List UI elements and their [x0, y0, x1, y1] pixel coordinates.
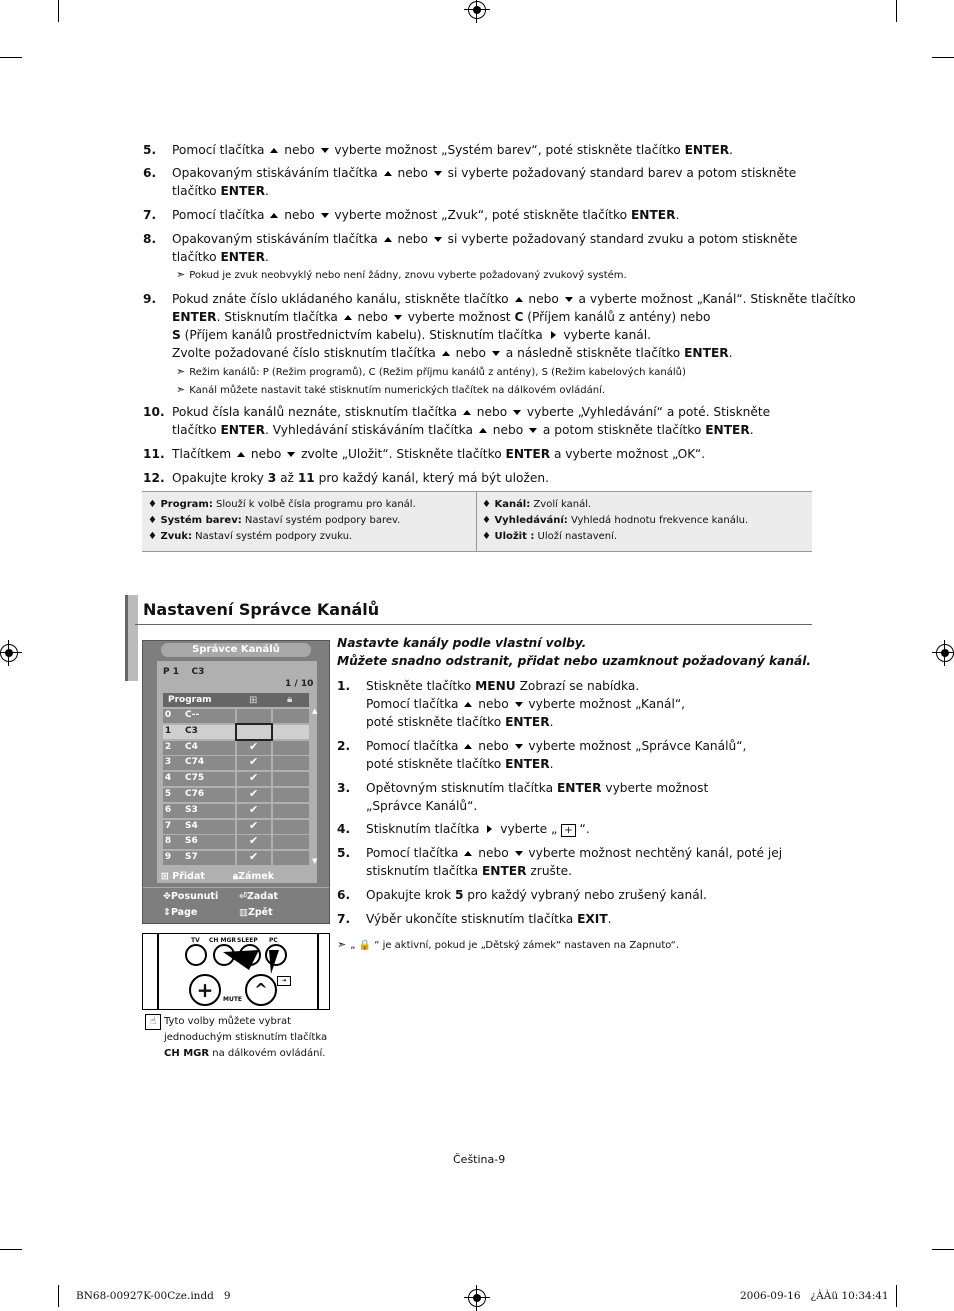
tv-add-label: ⊞ Přidat: [161, 871, 205, 882]
remote-up-button: ^: [245, 974, 277, 1006]
lock-icon: 🔒︎: [233, 871, 239, 882]
info-item: ♦ Systém barev: Nastaví systém podpory barev.: [148, 515, 401, 526]
up-arrow-icon: [464, 744, 472, 749]
step-number: 10.: [143, 405, 165, 419]
tv-row-number: 3: [164, 757, 172, 768]
up-arrow-icon: [442, 351, 450, 356]
up-arrow-icon: [464, 702, 472, 707]
tv-channel-row: [163, 804, 309, 818]
tv-row-channel: C4: [185, 741, 198, 752]
up-arrow-icon: [384, 237, 392, 242]
enter-icon: ⏎: [239, 891, 247, 902]
registration-mark-left: [0, 644, 18, 662]
check-icon: ✔: [249, 818, 259, 832]
tv-enter-label: ⏎Zadat: [239, 891, 279, 902]
lock-column-icon: 🔒︎: [287, 694, 293, 705]
remote-sleep-label: SLEEP: [237, 937, 258, 944]
down-arrow-icon: [321, 148, 329, 153]
tv-row-channel: S4: [185, 820, 198, 831]
up-arrow-icon: [270, 148, 278, 153]
note-lock: ➣ „ 🔒 “ je aktivní, pokud je „Dětský zámek“ nastaven na Zapnuto“.: [337, 938, 679, 951]
scroll-down-icon: ▼: [312, 857, 318, 865]
tv-row-channel: C3: [185, 725, 198, 736]
intro-line-2: Můžete snadno odstranit, přidat nebo uzamknout požadovaný kanál.: [337, 654, 812, 668]
step-text: Pomocí tlačítka nebo vyberte možnost „Zvuk“, poté stiskněte tlačítko ENTER.: [172, 208, 680, 222]
check-icon: ✔: [249, 739, 259, 753]
step-number: 5.: [337, 846, 351, 860]
tv-channel-row: [163, 788, 309, 802]
info-item: ♦ Kanál: Zvolí kanál.: [482, 499, 592, 510]
down-arrow-icon: [394, 315, 402, 320]
registration-mark-bottom: [468, 1289, 486, 1307]
caption-line-2: jednoduchým stisknutím tlačítka: [164, 1032, 328, 1043]
step-number: 2.: [337, 739, 351, 753]
down-arrow-icon: [565, 297, 573, 302]
page-number: Čeština-9: [453, 1153, 506, 1166]
tv-row-number: 5: [164, 789, 172, 799]
step-number: 12.: [143, 471, 165, 485]
right-arrow-icon: [487, 825, 492, 833]
tv-page-label: ⇕Page: [163, 907, 198, 918]
step-number: 3.: [337, 781, 351, 795]
up-arrow-icon: [237, 452, 245, 457]
note-numeric: ➣ Kanál můžete nastavit také stisknutím numerických tlačítek na dálkovém ovládání.: [176, 383, 606, 396]
tv-channel-row: [163, 741, 309, 755]
tv-row-channel: C75: [185, 773, 205, 784]
scroll-up-icon: ▲: [312, 707, 318, 715]
footer-file: BN68-00927K-00Cze.indd 9: [76, 1290, 231, 1302]
step-text: Výběr ukončíte stisknutím tlačítka EXIT.: [366, 912, 612, 926]
down-arrow-icon: [513, 410, 521, 415]
up-arrow-icon: [479, 428, 487, 433]
up-arrow-icon: [515, 297, 523, 302]
add-column-icon: ⊞: [249, 695, 258, 706]
tv-row-channel: C--: [185, 710, 200, 720]
down-arrow-icon: [515, 744, 523, 749]
down-arrow-icon: [492, 351, 500, 356]
step-text: Opakovaným stiskáváním tlačítka nebo si vyberte požadovaný standard barev a potom stiskněte tlačítko ENTER.: [172, 166, 797, 198]
remote-tv-label: TV: [191, 937, 200, 944]
down-arrow-icon: [434, 171, 442, 176]
tv-row-number: 7: [164, 820, 172, 831]
check-icon: ✔: [249, 834, 259, 848]
tv-channel-row: [163, 820, 309, 834]
caption-line-1: Tyto volby můžete vybrat: [164, 1016, 292, 1027]
tv-row-channel: S3: [185, 804, 198, 815]
step-number: 6.: [143, 166, 157, 180]
tv-row-number: 8: [164, 836, 172, 847]
section-bar: [125, 595, 138, 681]
step-text: Opakovaným stiskáváním tlačítka nebo si vyberte požadovaný standard zvuku a potom stiskněte tlačítko ENTER.: [172, 232, 798, 264]
tv-menu-screenshot: [142, 640, 330, 924]
tv-row-number: 0: [164, 710, 172, 720]
info-item: ♦ Program: Slouží k volbě čísla programu pro kanál.: [148, 499, 416, 510]
remote-mute-label: MUTE: [223, 996, 243, 1003]
step-text: Pokud čísla kanálů neznáte, stisknutím tlačítka nebo vyberte „Vyhledávání“ a poté. Stiskněte tlačítko ENTER. Vyhledávání stiskáváním tlačítka nebo a potom stiskněte tlačítko ENTER.: [172, 405, 771, 437]
tv-move-label: ✥Posunuti: [163, 891, 219, 902]
intro-line-1: Nastavte kanály podle vlastní volby.: [337, 636, 587, 650]
tv-row-number: 9: [164, 852, 172, 863]
down-arrow-icon: [529, 428, 537, 433]
step-number: 11.: [143, 447, 165, 461]
up-arrow-icon: [464, 851, 472, 856]
tv-column-program: Program: [168, 695, 212, 705]
info-left: [148, 497, 416, 545]
add-icon: +: [561, 824, 575, 837]
step-text: Opětovným stisknutím tlačítka ENTER vyberte možnost „Správce Kanálů“.: [366, 781, 709, 813]
info-right: [482, 497, 748, 545]
step-text: Stiskněte tlačítko MENU Zobrazí se nabídka. Pomocí tlačítka nebo vyberte možnost „Kanál“, poté stiskněte tlačítko ENTER.: [366, 679, 686, 729]
check-icon: ✔: [249, 771, 259, 785]
tv-channel-row: [163, 709, 309, 723]
remote-chmgr-label: CH MGR: [209, 937, 237, 944]
tv-back-label: ▥Zpět: [239, 907, 273, 918]
move-icon: ✥: [163, 891, 171, 902]
step-text: Pokud znáte číslo ukládaného kanálu, stiskněte tlačítko nebo a vyberte možnost „Kanál“. Stiskněte tlačítko ENTER. Stisknutím tlačítka nebo vyberte možnost C (Příjem kanálů z antény) nebo S (Příjem kanálů prostřednictvím kabelu). Stisknutím tlačítka vyberte kanál. Zvolte požadované číslo stisknutím tlačítka nebo a následně stiskněte tlačítko ENTER.: [172, 292, 856, 360]
tv-row-channel: S6: [185, 836, 198, 847]
tv-row-number: 1: [164, 725, 172, 736]
step-text: Stisknutím tlačítka vyberte „ + “.: [366, 822, 590, 836]
check-icon: ✔: [249, 850, 259, 864]
step-text: Pomocí tlačítka nebo vyberte možnost „Systém barev“, poté stiskněte tlačítko ENTER.: [172, 143, 734, 157]
footer-date: 2006-09-16 ¿ÀÀü 10:34:41: [740, 1290, 889, 1302]
info-box: [142, 491, 812, 552]
check-icon: ✔: [249, 802, 259, 816]
info-item: ♦ Vyhledávání: Vyhledá hodnotu frekvence kanálu.: [482, 515, 749, 526]
step-number: 9.: [143, 292, 157, 306]
down-arrow-icon: [321, 213, 329, 218]
tv-channel-row: [163, 772, 309, 786]
up-arrow-icon: [270, 213, 278, 218]
step-number: 8.: [143, 232, 157, 246]
tv-row-number: 4: [164, 773, 172, 784]
up-arrow-icon: [384, 171, 392, 176]
step-number: 7.: [337, 912, 351, 926]
add-icon: ⊞: [161, 871, 169, 882]
note-channel-mode: ➣ Režim kanálů: P (Režim programů), C (Režim příjmu kanálů z antény), S (Režim kabelových kanálů): [176, 365, 686, 378]
tv-page-counter: 1 / 10: [285, 679, 314, 689]
tv-row-channel: C74: [185, 757, 205, 768]
tv-program-channel: P 1 C3: [163, 667, 205, 677]
section-title: Nastavení Správce Kanálů: [143, 600, 380, 619]
tv-channel-row: [163, 851, 309, 865]
step-text: Pomocí tlačítka nebo vyberte možnost nechtěný kanál, poté jej stisknutím tlačítka ENTER zrušte.: [366, 846, 783, 878]
info-item: ♦ Zvuk: Nastaví systém podpory zvuku.: [148, 531, 353, 542]
note-sound: ➣ Pokud je zvuk neobvyklý nebo není žádny, znovu vyberte požadovaný zvukový systém.: [176, 268, 627, 281]
step-text: Opakujte kroky 3 až 11 pro každý kanál, který má být uložen.: [172, 471, 549, 485]
tv-row-number: 6: [164, 804, 172, 815]
right-arrow-icon: [551, 331, 556, 339]
step-text: Pomocí tlačítka nebo vyberte možnost „Správce Kanálů“, poté stiskněte tlačítko ENTER.: [366, 739, 747, 771]
tv-row-channel: C76: [185, 789, 205, 799]
tv-channel-row: [163, 756, 309, 770]
tv-row-number: 2: [164, 741, 172, 752]
page-icon: ⇕: [163, 907, 171, 918]
step-number: 4.: [337, 822, 351, 836]
remote-illustration: [142, 933, 330, 1010]
pointer-arrow-icon: [223, 948, 283, 978]
tv-channel-row: [163, 725, 309, 739]
check-icon: ✔: [249, 787, 259, 800]
info-item: ♦ Uložit : Uloží nastavení.: [482, 531, 618, 542]
step-number: 1.: [337, 679, 351, 693]
remote-tv-button: [185, 944, 207, 966]
down-arrow-icon: [287, 452, 295, 457]
registration-mark-top: [468, 1, 486, 19]
down-arrow-icon: [515, 702, 523, 707]
step-number: 6.: [337, 888, 351, 902]
section-divider: [135, 624, 812, 625]
step-text: Opakujte krok 5 pro každý vybraný nebo zrušený kanál.: [366, 888, 707, 902]
down-arrow-icon: [515, 851, 523, 856]
hand-icon: ☝: [145, 1014, 161, 1030]
step-number: 7.: [143, 208, 157, 222]
tv-menu-title: Správce Kanálů: [161, 643, 311, 657]
up-arrow-icon: [344, 315, 352, 320]
back-icon: ▥: [239, 907, 248, 918]
tv-lock-label: 🔒︎Zámek: [233, 871, 275, 882]
registration-mark-right: [936, 644, 954, 662]
remote-input-icon: ⇥: [277, 976, 291, 986]
tv-row-channel: S7: [185, 852, 198, 863]
step-text: Tlačítkem nebo zvolte „Uložit“. Stiskněte tlačítko ENTER a vyberte možnost „OK“.: [172, 447, 706, 461]
step-number: 5.: [143, 143, 157, 157]
down-arrow-icon: [434, 237, 442, 242]
remote-pc-label: PC: [269, 937, 278, 944]
caption-line-3: CH MGR na dálkovém ovládání.: [164, 1048, 326, 1059]
up-arrow-icon: [463, 410, 471, 415]
remote-plus-button: +: [189, 974, 221, 1006]
tv-channel-row: [163, 835, 309, 849]
check-icon: ✔: [249, 755, 259, 769]
